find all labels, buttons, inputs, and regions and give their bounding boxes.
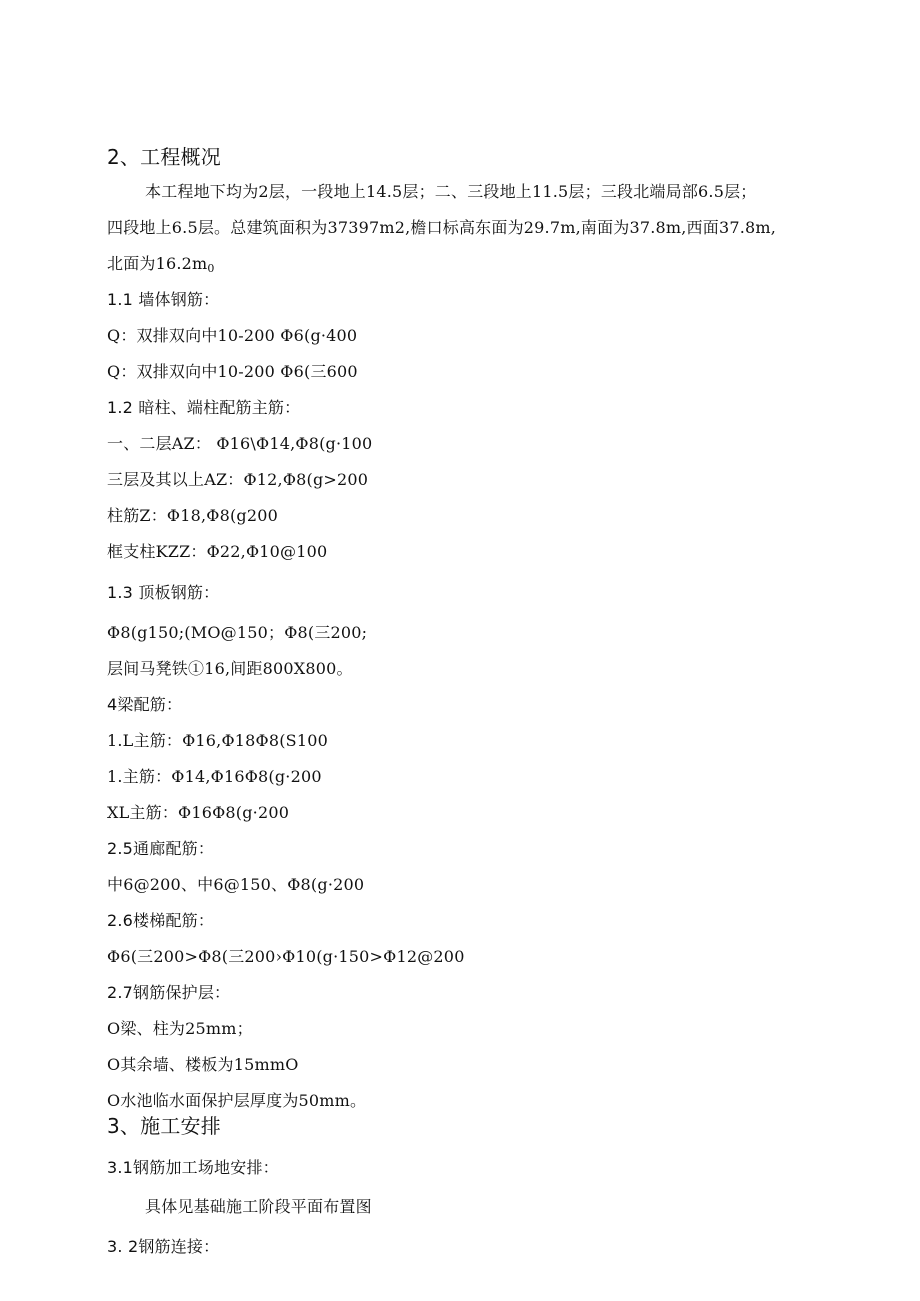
wall-rebar-line-1: Q：双排双向中10-200 Φ6(g·400 (107, 326, 358, 345)
section-1-1-heading: 1.1 墙体钢筋： (107, 290, 220, 309)
section-4-heading: 4梁配筋： (107, 695, 183, 714)
section-2-6-heading: 2.6楼梯配筋： (107, 911, 215, 930)
overview-paragraph-line-1: 本工程地下均为2层，一段地上14.5层；二、三段地上11.5层；三段北端局部6.5层； (145, 182, 757, 201)
slab-rebar-line-1: Φ8(g150;(MO@150；Φ8(三200; (107, 623, 368, 642)
corridor-rebar-line-1: 中6@200、中6@150、Φ8(g·200 (107, 875, 365, 894)
section-2-5-heading: 2.5通廊配筋： (107, 839, 215, 858)
section-3-heading: 3、施工安排 (107, 1114, 221, 1138)
site-arrangement-line-1: 具体见基础施工阶段平面布置图 (145, 1197, 372, 1216)
overview-paragraph-line-2: 四段地上6.5层。总建筑面积为37397m2,檐口标高东面为29.7m,南面为37.8m,西面37.8m, (107, 218, 777, 237)
beam-rebar-line-1: 1.L主筋：Φ16,Φ18Φ8(S100 (107, 731, 328, 750)
section-2-7-heading: 2.7钢筋保护层： (107, 983, 231, 1002)
slab-rebar-line-2: 层间马凳铁①16,间距800X800。 (107, 659, 353, 678)
section-1-3-heading: 1.3 顶板钢筋： (107, 583, 220, 602)
cover-line-1: O梁、柱为25mm； (107, 1019, 253, 1038)
overview-paragraph-line-3-text: 北面为16.2m (107, 254, 208, 273)
overview-paragraph-line-3 (107, 254, 215, 279)
stair-rebar-line-1: Φ6(三200>Φ8(三200›Φ10(g·150>Φ12@200 (107, 947, 465, 966)
overview-paragraph-line-3-subscript: 0 (207, 262, 215, 275)
section-3-2-heading: 3. 2钢筋连接： (107, 1237, 220, 1256)
column-rebar-line-2: 三层及其以上AZ：Φ12,Φ8(g>200 (107, 470, 369, 489)
column-rebar-line-1: 一、二层AZ： Φ16\Φ14,Φ8(g·100 (107, 434, 373, 453)
section-3-1-heading: 3.1钢筋加工场地安排： (107, 1158, 279, 1177)
beam-rebar-line-3: XL主筋：Φ16Φ8(g·200 (107, 803, 290, 822)
section-1-2-heading: 1.2 暗柱、端柱配筋主筋： (107, 398, 301, 417)
beam-rebar-line-2: 1.主筋：Φ14,Φ16Φ8(g·200 (107, 767, 322, 786)
cover-line-3: O水池临水面保护层厚度为50mm。 (107, 1091, 367, 1110)
wall-rebar-line-2: Q：双排双向中10-200 Φ6(三600 (107, 362, 358, 381)
section-2-heading: 2、工程概况 (107, 145, 221, 169)
cover-line-2: O其余墙、楼板为15mmO (107, 1055, 299, 1074)
column-rebar-line-3: 柱筋Z：Φ18,Φ8(g200 (107, 506, 279, 525)
column-rebar-line-4: 框支柱KZZ：Φ22,Φ10@100 (107, 542, 328, 561)
